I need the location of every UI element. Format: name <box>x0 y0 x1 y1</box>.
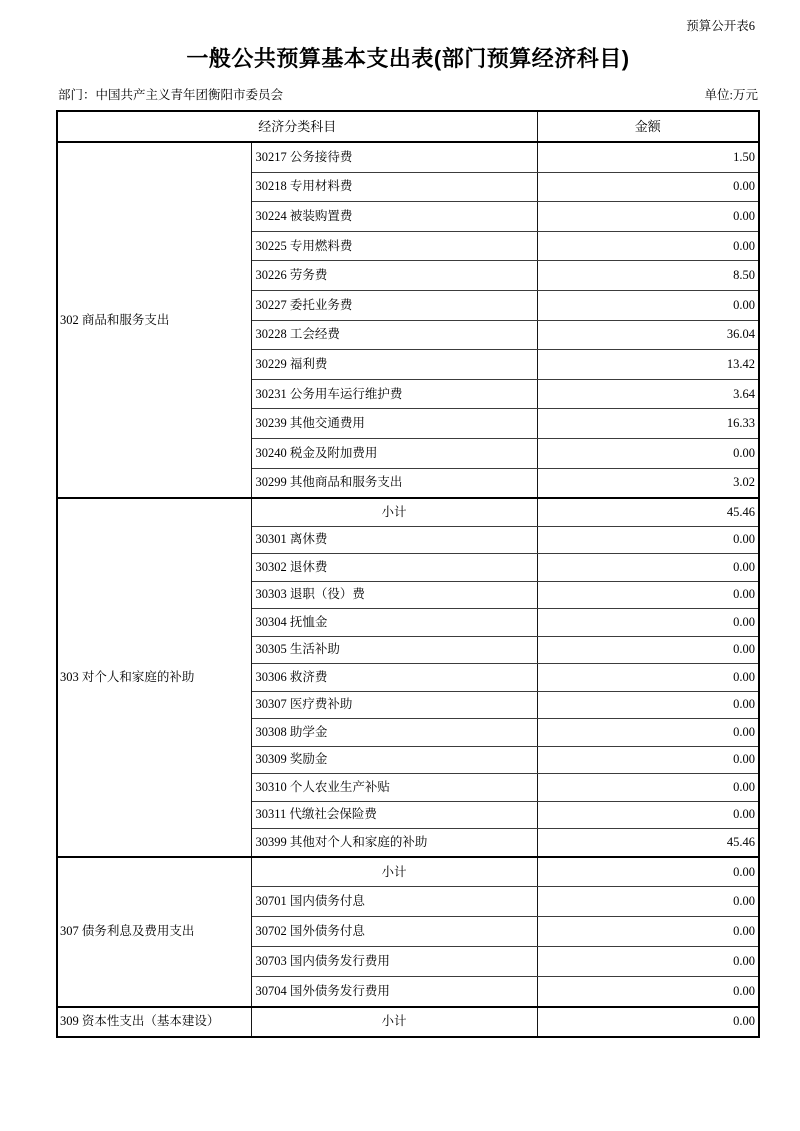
subject-cell: 30301 离休费 <box>251 526 537 554</box>
subject-cell: 30305 生活补助 <box>251 636 537 664</box>
amount-cell: 36.04 <box>537 320 759 350</box>
subject-cell: 30218 专用材料费 <box>251 172 537 202</box>
table-row <box>57 498 759 526</box>
amount-cell: 0.00 <box>537 719 759 747</box>
subject-cell: 30704 国外债务发行费用 <box>251 976 537 1006</box>
subtotal-label-cell: 小计 <box>251 498 537 526</box>
subject-cell: 30307 医疗费补助 <box>251 691 537 719</box>
subject-cell: 30231 公务用车运行维护费 <box>251 379 537 409</box>
amount-column-header: 金额 <box>537 111 759 142</box>
subject-cell: 30302 退休费 <box>251 554 537 582</box>
amount-cell: 0.00 <box>537 887 759 917</box>
subject-cell: 30229 福利费 <box>251 350 537 380</box>
amount-cell: 3.02 <box>537 468 759 498</box>
amount-cell: 3.64 <box>537 379 759 409</box>
table-row <box>57 142 759 172</box>
subject-cell: 30311 代缴社会保险费 <box>251 801 537 829</box>
amount-cell: 0.00 <box>537 664 759 692</box>
amount-cell: 0.00 <box>537 801 759 829</box>
subject-cell: 30308 助学金 <box>251 719 537 747</box>
subject-cell: 30227 委托业务费 <box>251 290 537 320</box>
sheet-number-label: 预算公开表6 <box>686 19 755 33</box>
table-row <box>57 1007 759 1038</box>
subject-cell: 30309 奖励金 <box>251 746 537 774</box>
subject-cell: 30299 其他商品和服务支出 <box>251 468 537 498</box>
amount-cell: 0.00 <box>537 172 759 202</box>
amount-cell: 16.33 <box>537 409 759 439</box>
unit-label: 单位:万元 <box>704 88 758 102</box>
amount-cell: 0.00 <box>537 554 759 582</box>
subtotal-label-cell: 小计 <box>251 1007 537 1038</box>
amount-cell: 0.00 <box>537 947 759 977</box>
subject-cell: 30310 个人农业生产补贴 <box>251 774 537 802</box>
amount-cell: 45.46 <box>537 498 759 526</box>
amount-cell: 0.00 <box>537 290 759 320</box>
subject-cell: 30702 国外债务付息 <box>251 917 537 947</box>
amount-cell: 8.50 <box>537 261 759 291</box>
amount-cell: 0.00 <box>537 976 759 1006</box>
group-cell: 302 商品和服务支出 <box>57 142 251 498</box>
amount-cell: 0.00 <box>537 1007 759 1038</box>
subject-cell: 30240 税金及附加费用 <box>251 438 537 468</box>
budget-table <box>56 110 760 1038</box>
amount-cell: 0.00 <box>537 231 759 261</box>
subject-cell: 30304 抚恤金 <box>251 609 537 637</box>
amount-cell: 0.00 <box>537 636 759 664</box>
amount-cell: 0.00 <box>537 746 759 774</box>
meta-row <box>58 88 758 103</box>
amount-cell: 0.00 <box>537 609 759 637</box>
table-header-row <box>57 111 759 142</box>
subject-cell: 30225 专用燃料费 <box>251 231 537 261</box>
amount-cell: 0.00 <box>537 526 759 554</box>
subject-cell: 30217 公务接待费 <box>251 142 537 172</box>
group-cell: 303 对个人和家庭的补助 <box>57 498 251 857</box>
amount-cell: 0.00 <box>537 917 759 947</box>
group-cell: 309 资本性支出（基本建设） <box>57 1007 251 1038</box>
subject-cell: 30703 国内债务发行费用 <box>251 947 537 977</box>
subject-cell: 30303 退职（役）费 <box>251 581 537 609</box>
subject-column-header: 经济分类科目 <box>57 111 537 142</box>
subtotal-label-cell: 小计 <box>251 857 537 887</box>
amount-cell: 45.46 <box>537 829 759 857</box>
subject-cell: 30399 其他对个人和家庭的补助 <box>251 829 537 857</box>
amount-cell: 1.50 <box>537 142 759 172</box>
department-label: 部门：中国共产主义青年团衡阳市委员会 <box>58 88 284 102</box>
subject-cell: 30306 救济费 <box>251 664 537 692</box>
table-row <box>57 857 759 887</box>
subject-cell: 30701 国内债务付息 <box>251 887 537 917</box>
subject-cell: 30239 其他交通费用 <box>251 409 537 439</box>
group-cell: 307 债务利息及费用支出 <box>57 857 251 1007</box>
subject-cell: 30224 被装购置费 <box>251 202 537 232</box>
amount-cell: 0.00 <box>537 774 759 802</box>
amount-cell: 0.00 <box>537 581 759 609</box>
amount-cell: 13.42 <box>537 350 759 380</box>
amount-cell: 0.00 <box>537 857 759 887</box>
amount-cell: 0.00 <box>537 202 759 232</box>
subject-cell: 30228 工会经费 <box>251 320 537 350</box>
amount-cell: 0.00 <box>537 691 759 719</box>
amount-cell: 0.00 <box>537 438 759 468</box>
subject-cell: 30226 劳务费 <box>251 261 537 291</box>
page-title: 一般公共预算基本支出表(部门预算经济科目) <box>186 46 630 71</box>
